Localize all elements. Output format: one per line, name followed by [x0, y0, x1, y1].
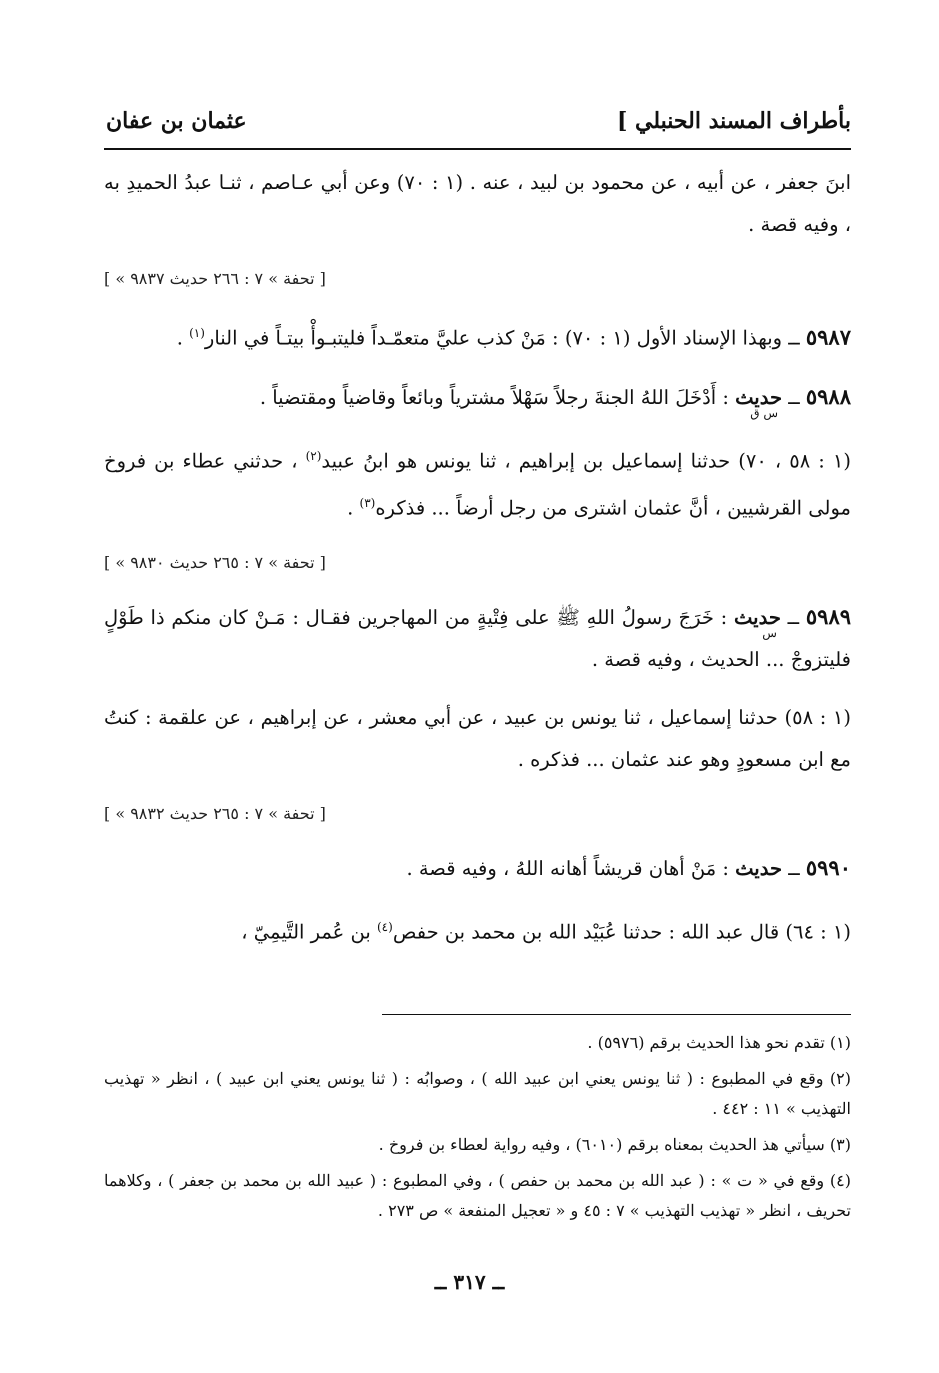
tuhfa-reference: [ « تحفة » ٧ : ٢٦٦ حديث ٩٨٣٧ ] [104, 269, 326, 288]
entry-end: . [176, 326, 183, 350]
entry-number: ٥٩٨٧ [805, 324, 851, 350]
running-header [106, 108, 851, 148]
hadith-keyword-wrap [735, 377, 782, 419]
header-book-title: بأطراف المسند الحنبلي ] [616, 108, 851, 134]
hadith-keyword-wrap [734, 597, 781, 639]
hadith-keyword: حديث [735, 385, 783, 409]
entry-number: ٥٩٩٠ [805, 854, 851, 880]
paragraph-text: ابنَ جعفر ، عن أبيه ، عن محمود بن لبيد ، عنه . (١ : ٧٠) وعن أبي عـاصم ، ثنـا عبدُ الحميدِ به ، وفيه قصة . [104, 171, 851, 236]
entry-text: : مَنْ أهان قريشاً أهانه اللهُ ، وفيه قصة . [406, 856, 729, 880]
isnad-paragraph [104, 697, 851, 781]
footnote-2: (٢) وقع في المطبوع : ( ثنا يونس يعني ابن عبيد الله ) ، وصوابُه : ( ثنا يونس يعني ابن عبيد ) ، انظر « تهذيب التهذيب » ١١ : ٤٤٢ . [104, 1069, 851, 1118]
entry-number: ٥٩٨٨ [805, 383, 851, 409]
entry-dash: ــ [788, 385, 800, 409]
header-section-title: عثمان بن عفان [106, 108, 247, 134]
header-divider [104, 148, 851, 150]
entry-dash: ــ [788, 856, 800, 880]
entry-number: ٥٩٨٩ [805, 603, 852, 629]
tuhfa-reference: [ « تحفة » ٧ : ٢٦٥ حديث ٩٨٣٢ ] [104, 803, 326, 823]
isnad-paragraph [104, 906, 851, 954]
entry-text: ــ وبهذا الإسناد الأول (١ : ٧٠) : مَنْ كذب عليَّ متعمّـداً فليتبـوأْ بيتـاً في النار [204, 326, 800, 350]
footnote-marker: (٢) [305, 448, 322, 463]
source-abbrev: س ق [750, 405, 779, 420]
tuhfa-reference: [ « تحفة » ٧ : ٢٦٥ حديث ٩٨٣٠ ] [104, 552, 326, 572]
entry-text: : خَرَجَ رسولُ اللهِ ﷺ على فِتْيةٍ من المهاجرين فقـال : مَـنْ كان منكم ذا طَوْلٍ فليتزوجْ ... الحديث ، وفيه قصة . [104, 605, 851, 671]
footnote-marker: (٤) [376, 919, 393, 934]
footnote-1: (١) تقدم نحو هذا الحديث برقم (٥٩٧٦) . [587, 1033, 851, 1052]
entry-dash: ــ [787, 605, 800, 629]
main-text [104, 162, 851, 969]
entry-5988 [104, 376, 851, 419]
entry-5990 [104, 847, 851, 890]
paragraph-text: (١ : ٥٨) حدثنا إسماعيل ، ثنا يونس بن عبيد ، عن أبي معشر ، عن إبراهيم ، عن علقمة : كنتُ مع ابن مسعودٍ وهو عند عثمان ... فذكره . [104, 705, 852, 771]
page-number: ــ ٣١٧ ــ [434, 1270, 505, 1294]
footnote-3: (٣) سيأتي هذ الحديث بمعناه برقم (٦٠١٠) ، وفيه رواية لعطاء بن فروخ . [378, 1135, 851, 1154]
footnote-divider [382, 1014, 851, 1015]
hadith-keyword: حديث [735, 856, 783, 880]
paragraph-continuation [104, 162, 851, 246]
footnote-marker: (٣) [359, 496, 376, 510]
hadith-keyword: حديث [734, 605, 781, 629]
paragraph-end: . [347, 496, 354, 520]
paragraph-text: ، حدثني عطاء بن فروخ مولى القرشيين ، أنَّ عثمان اشترى من رجل أرضاً ... فذكره [104, 449, 851, 520]
paragraph-text: (١ : ٦٤) قال عبد الله : حدثنا عُبَيْد الله بن محمد بن حفص [392, 920, 851, 943]
source-abbrev: س [762, 625, 777, 640]
paragraph-text: بن عُمر التَّيمِيّ ، [241, 920, 371, 943]
paragraph-text: (١ : ٥٨ ، ٧٠) حدثنا إسماعيل بن إبراهيم ، ثنا يونس هو ابنُ عبيد [321, 449, 851, 472]
footnotes [104, 1028, 851, 1232]
footnote-marker: (١) [189, 326, 205, 340]
entry-text: : أَدْخَلَ اللهُ الجنةَ رجلاً سَهْلاً مشترياً وبائعاً وقاضياً ومقتضياً . [259, 385, 729, 409]
entry-5987 [104, 312, 851, 360]
entry-5989 [104, 596, 851, 681]
footnote-4: (٤) وقع في « ت » : ( عبد الله بن محمد بن حفص ) ، وفي المطبوع : ( عبيد الله بن محمد بن جعفر ) ، وكلاهما تحريف ، انظر « تهذيب التهذيب » ٧ : ٤٥ و « تعجيل المنفعة » ص ٢٧٣ . [104, 1171, 852, 1220]
isnad-paragraph [104, 435, 851, 530]
